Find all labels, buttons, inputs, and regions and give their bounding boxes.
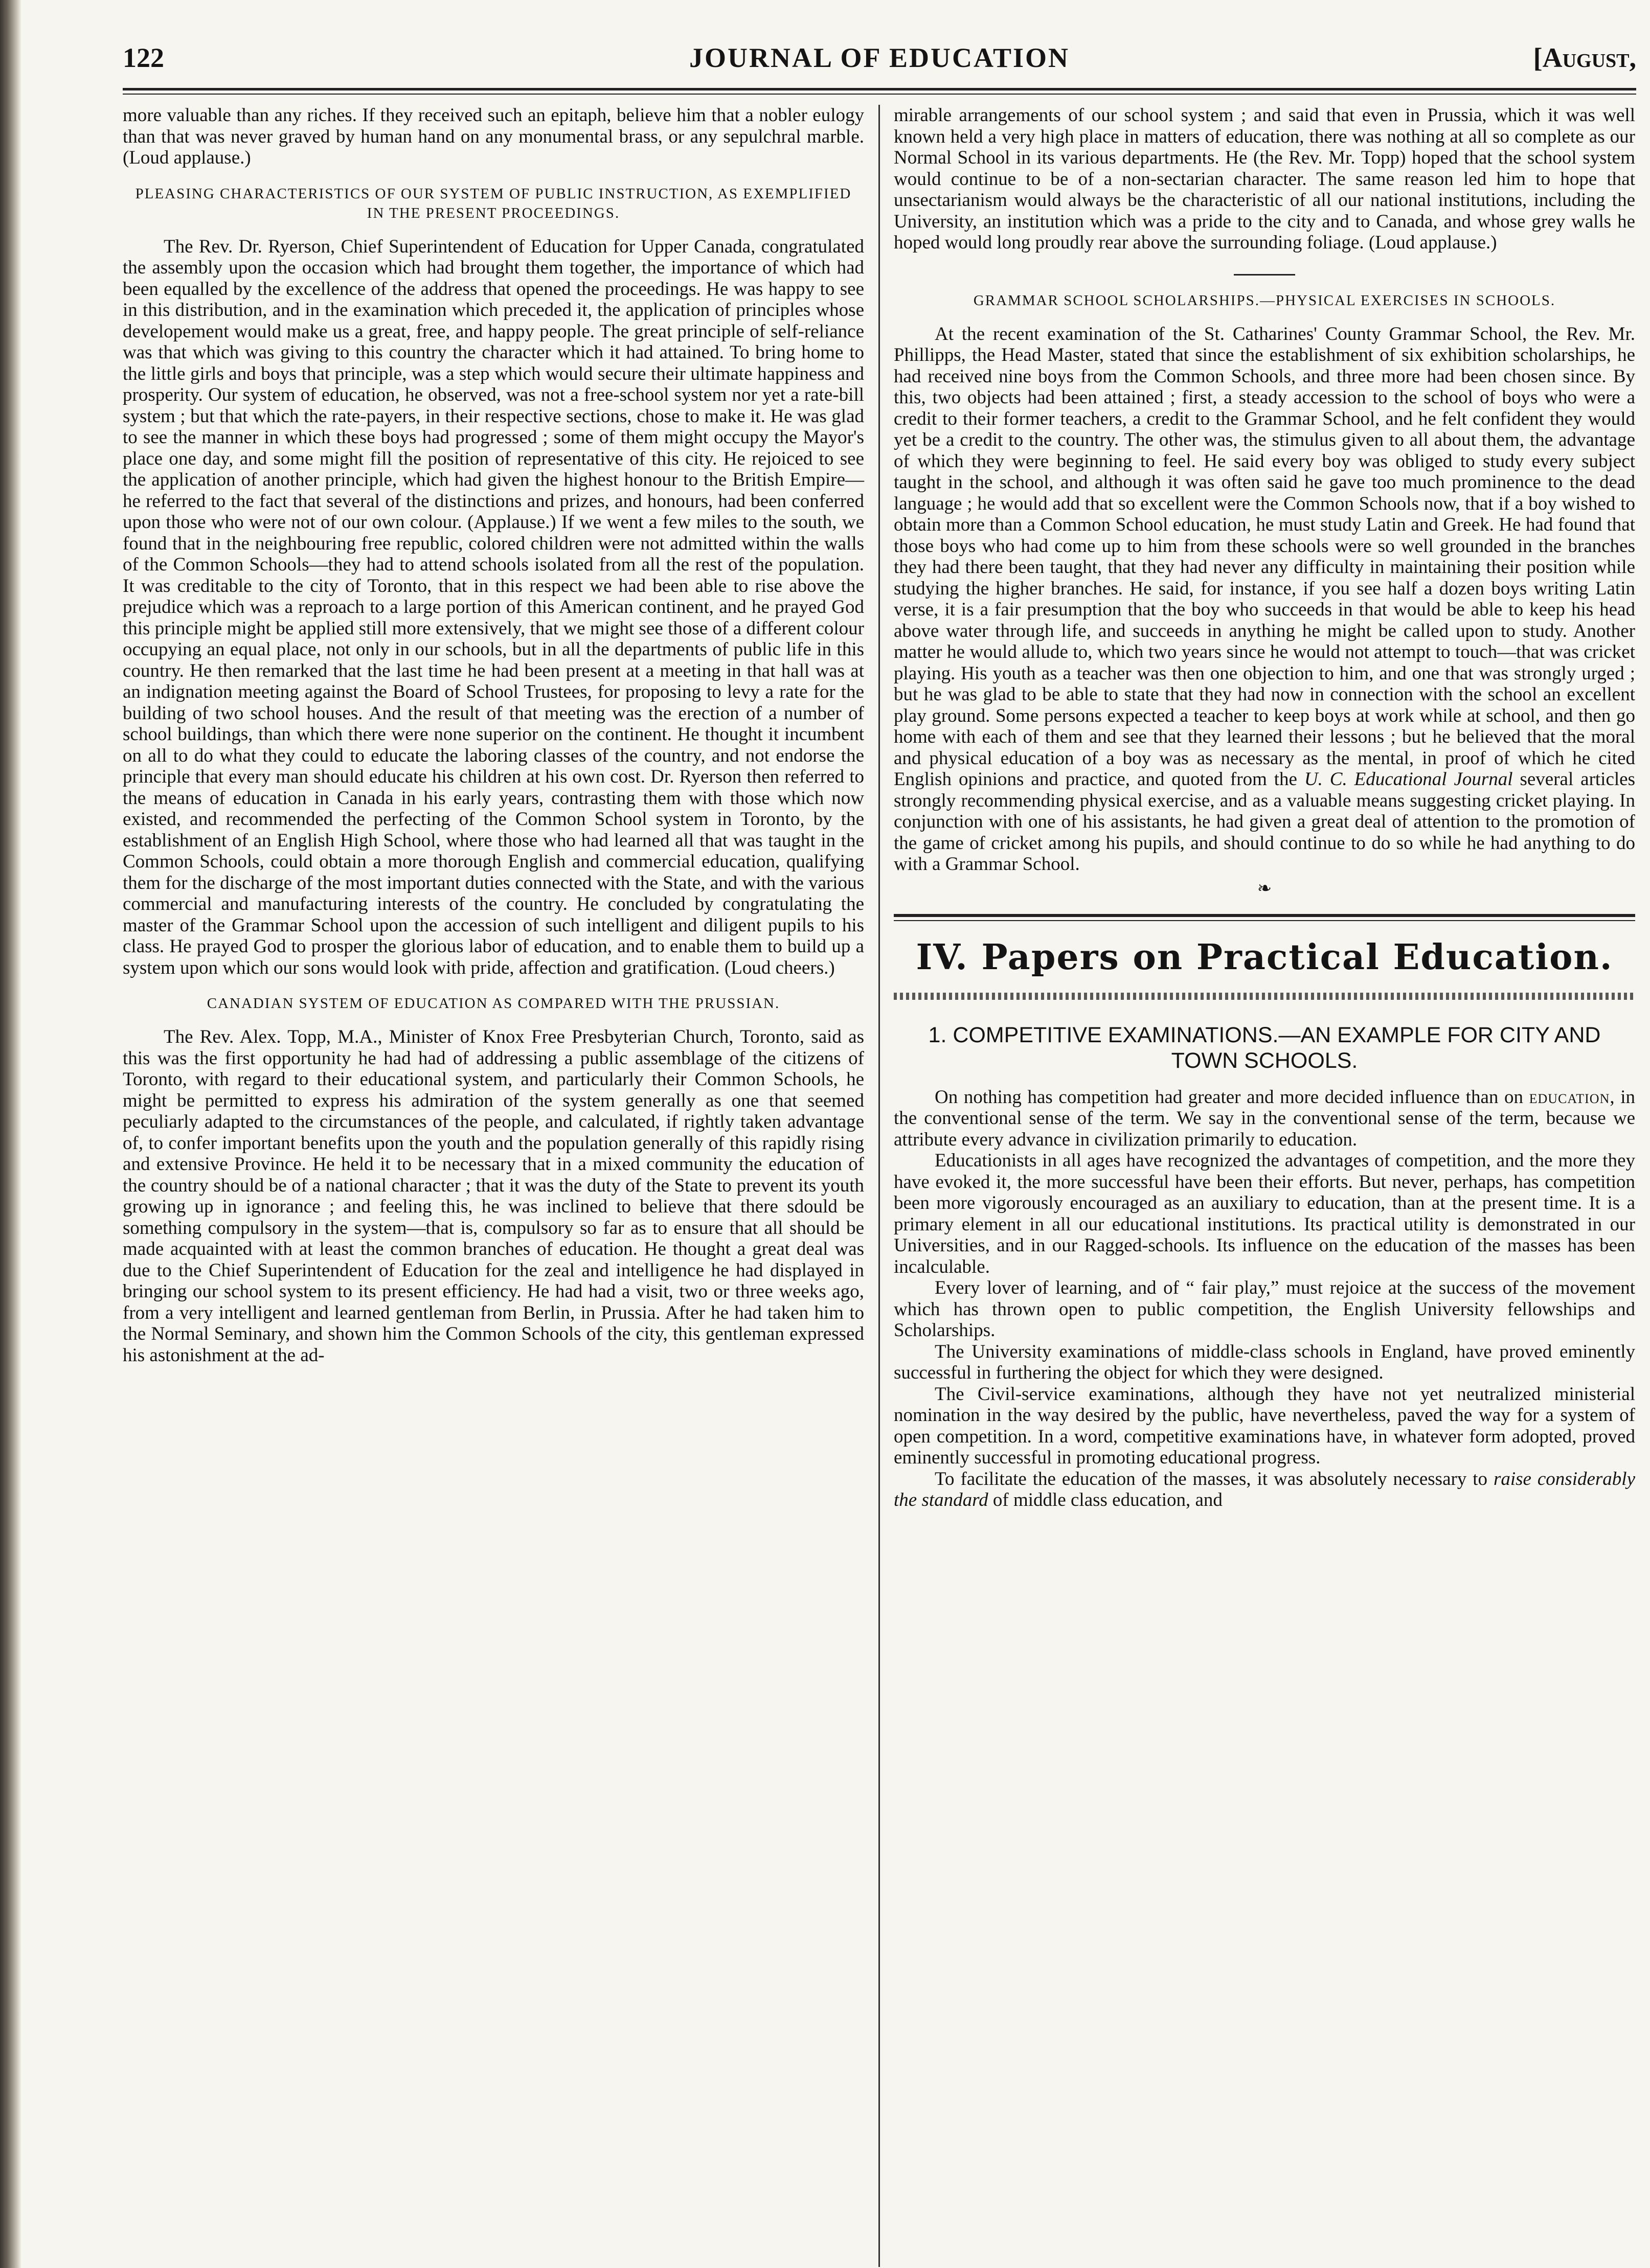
paragraph: Every lover of learning, and of “ fair play,” must rejoice at the success of the movement which has thrown open to public competition, the English University fellowships and Scholarships. [894, 1277, 1635, 1341]
paragraph: The Rev. Alex. Topp, M.A., Minister of Knox Free Presbyterian Church, Toronto, said as this was the first opportunity he had had of addressing a public assemblage of the citizens of Toronto, with regard to their educational system, and particularly their Common Schools, he might be permitted to express his admiration of the system generally as one that seemed peculiarly adapted to the circumstances of the people, and calculated, if rightly taken advantage of, to confer important benefits upon the youth and the population generally of this rapidly rising and extensive Province. He held it to be necessary that in a mixed community the education of the country should be of a national character ; that it was the duty of the State to prevent its youth growing up in ignorance ; and feeling this, he was inclined to believe that there sdould be something compulsory in the system—that is, compulsory so far as to ensure that all should be made acquainted with at least the common branches of education. He thought a great deal was due to the Chief Superintendent of Education for the zeal and intelligence he had displayed in bringing our school system to its present efficiency. He had had a visit, two or three weeks ago, from a very intelligent and learned gentleman from Berlin, in Prussia. After he had taken him to the Normal Seminary, and shown him the Common Schools of the city, this gentleman expressed his astonishment at the ad- [123, 1026, 864, 1366]
left-column [123, 105, 864, 1366]
small-caps-word: education [1529, 1086, 1610, 1108]
divider-rule [1234, 274, 1295, 276]
paragraph-text: of middle class education, and [988, 1490, 1223, 1510]
paragraph-text: To facilitate the education of the masses, it was absolutely necessary to [935, 1468, 1494, 1490]
section-subheading: GRAMMAR SCHOOL SCHOLARSHIPS.—PHYSICAL EXERCISES IN SCHOOLS. [973, 292, 1556, 309]
section-block [894, 914, 1635, 1000]
paragraph-text: At the recent examination of the St. Catharines' County Grammar School, the Rev. Mr. Phillipps, the Head Master, stated that since the establishment of six exhibition scholarships, he had received nine boys from the Common Schools, and three more had been chosen since. By this, two objects had been attained ; first, a steady accession to the school of boys who were a credit to their former teachers, a credit to the Grammar School, and he felt confident they would yet be a credit to the country. The other was, the stimulus given to all about them, the advantage of which they were beginning to feel. He said every boy was obliged to study every subject taught in the school, and although it was often said he gave too much prominence to the dead language ; he would add that so excellent were the Common Schools now, that if a boy wished to obtain more than a Common School education, he must study Latin and Greek. He had found that those boys who had come up to him from these schools were so well grounded in the branches they had there been taught, that they had never any difficulty in maintaining their position while studying the higher branches. He said, for instance, if you see half a dozen boys writing Latin verse, it is a fair presumption that the boy who succeeds in that would be able to keep his head above water through life, and succeeds in anything he might be called upon to study. Another matter he would allude to, which two years since he would not attempt to touch—that was cricket playing. His youth as a teacher was then one objection to him, and one that was strongly urged ; but he was glad to be able to state that they had now in connection with the school an excellent play ground. Some persons expected a teacher to keep boys at work while at school, and then go home with each of them and see that they learned their lessons ; but he believed that the moral and physical education of a boy was as necessary as the mental, in proof of which he cited English opinions and practice, and quoted from the [894, 323, 1635, 790]
section-title: IV. Papers on Practical Education. [916, 936, 1613, 978]
ornament-icon: ❧ [1257, 879, 1272, 898]
section-subheading: CANADIAN SYSTEM OF EDUCATION AS COMPARED WITH THE PRUSSIAN. [207, 995, 780, 1012]
journal-name: U. C. Educational Journal [1304, 769, 1513, 790]
paragraph: more valuable than any riches. If they received such an epitaph, believe him that a nobler eulogy than that was never graved by human hand on any monumental brass, or any sepulchral marble. (Loud applause.) [123, 105, 864, 168]
header-rule [123, 88, 1636, 95]
section-rule-wavy [894, 993, 1635, 1000]
paragraph-text: several articles strongly recommending physical exercise, and as a valuable means suggesting cricket playing. In conjunction with one of his assistants, he had given a great deal of attention to the promotion of the game of cricket among his pupils, and should continue to do so while he had anything to do with a Grammar School. [894, 769, 1635, 875]
page-number: 122 [123, 42, 164, 73]
section-subheading: PLEASING CHARACTERISTICS OF OUR SYSTEM OF PUBLIC INSTRUCTION, AS EXEMPLIFIED IN THE PRESENT PROCEEDINGS. [135, 185, 852, 221]
page-header [123, 42, 1636, 83]
article-title: 1. COMPETITIVE EXAMINATIONS.—AN EXAMPLE FOR CITY AND TOWN SCHOOLS. [928, 1022, 1601, 1073]
section-rule [894, 914, 1635, 921]
paragraph [894, 1087, 1635, 1151]
header-month: [August, [1533, 42, 1636, 73]
book-spine-edge [0, 0, 21, 2268]
paragraph-text: On nothing has competition had greater and more decided influence than on [935, 1086, 1529, 1108]
paragraph: The University examinations of middle-class schools in England, have proved eminently successful in furthering the object for which they were designed. [894, 1341, 1635, 1383]
paragraph-text: , in the conventional sense of the term. We say in the conventional sense of the term, because we attribute every advance in civilization primarily to education. [894, 1086, 1635, 1150]
paragraph [894, 1469, 1635, 1511]
column-divider [878, 105, 880, 2267]
paragraph: The Rev. Dr. Ryerson, Chief Superintendent of Education for Upper Canada, congratulated the assembly upon the occasion which had brought them together, the importance of which had been equalled by the excellence of the address that opened the proceedings. He was happy to see in this distribution, and in the examination which preceded it, the application of principles whose developement would make us a great, free, and happy people. The great principle of self-reliance was that which was giving to this country the character which it had attained. To bring home to the little girls and boys that principle, was a step which would secure their ultimate happiness and prosperity. Our system of education, he observed, was not a free-school system nor yet a rate-bill system ; but that which the rate-payers, in their respective sections, chose to make it. He was glad to see the manner in which these boys had progressed ; some of them might occupy the Mayor's place one day, and some might fill the position of representative of this city. He rejoiced to see the application of another principle, which had given the highest honour to the British Empire—he referred to the fact that several of the distinctions and prizes, and honours, had been conferred upon those who were not of our own colour. (Applause.) If we went a few miles to the south, we found that in the neighbouring free republic, colored children were not admitted within the walls of the Common Schools—they had to attend schools isolated from all the rest of the population. It was creditable to the city of Toronto, that in this respect we had been able to rise above the prejudice which was a reproach to a large portion of this American continent, and he prayed God this principle might be applied still more extensively, that we might see those of a different colour occupying an equal place, not only in our schools, but in all the departments of public life in this country. He then remarked that the last time he had been present at a meeting in that hall was at an indignation meeting against the Board of School Trustees, for proposing to levy a rate for the building of two school houses. And the result of that meeting was the erection of a number of school buildings, than which there were none superior on the continent. He thought it incumbent on all to do what they could to educate the laboring classes of the country, and not endorse the principle that every man should educate his children at his own cost. Dr. Ryerson then referred to the means of education in Canada in his early years, contrasting them with those which now existed, and recommended the perfecting of the Common School system in Toronto, by the establishment of an English High School, where those who had learned all that was taught in the Common Schools, could obtain a more thorough English and commercial education, qualifying them for the discharge of the most important duties connected with the State, and with the various commercial and manufacturing interests of the country. He concluded by congratulating the master of the Grammar School upon the accession of such intelligent and diligent pupils to his class. He prayed God to prosper the glorious labor of education, and to enable them to build up a system upon which our sons would look with pride, affection and gratification. (Loud cheers.) [123, 236, 864, 978]
paragraph [894, 324, 1635, 875]
right-column [894, 105, 1635, 1511]
journal-title: JOURNAL OF EDUCATION [689, 42, 1070, 73]
paragraph: Educationists in all ages have recognized the advantages of competition, and the more they have evoked it, the more successful have been their efforts. But never, perhaps, has competition been more vigorously encouraged as an auxiliary to education, than at the present time. It is a primary element in all our educational institutions. Its practical utility is demonstrated in our Universities, and in our Ragged-schools. Its influence on the education of the masses has been incalculable. [894, 1150, 1635, 1277]
emphasis: raise considerably the standard [894, 1468, 1636, 1510]
paragraph: mirable arrangements of our school system ; and said that even in Prussia, which it was well known held a very high place in matters of education, there was nothing at all so complete as our Normal School in its various departments. He (the Rev. Mr. Topp) hoped that the school system would continue to be of a non-sectarian character. The same reason led him to hope that unsectarianism would always be the characteristic of all our national institutions, including the University, an institution which was a pride to the city and to Canada, and whose grey walls he hoped would long proudly rear above the surrounding foliage. (Loud applause.) [894, 105, 1635, 253]
paragraph: The Civil-service examinations, although they have not yet neutralized ministerial nomination in the way desired by the public, have nevertheless, paved the way for a system of open competition. In a word, competitive examinations have, in whatever form adopted, proved eminently successful in promoting educational progress. [894, 1383, 1635, 1468]
